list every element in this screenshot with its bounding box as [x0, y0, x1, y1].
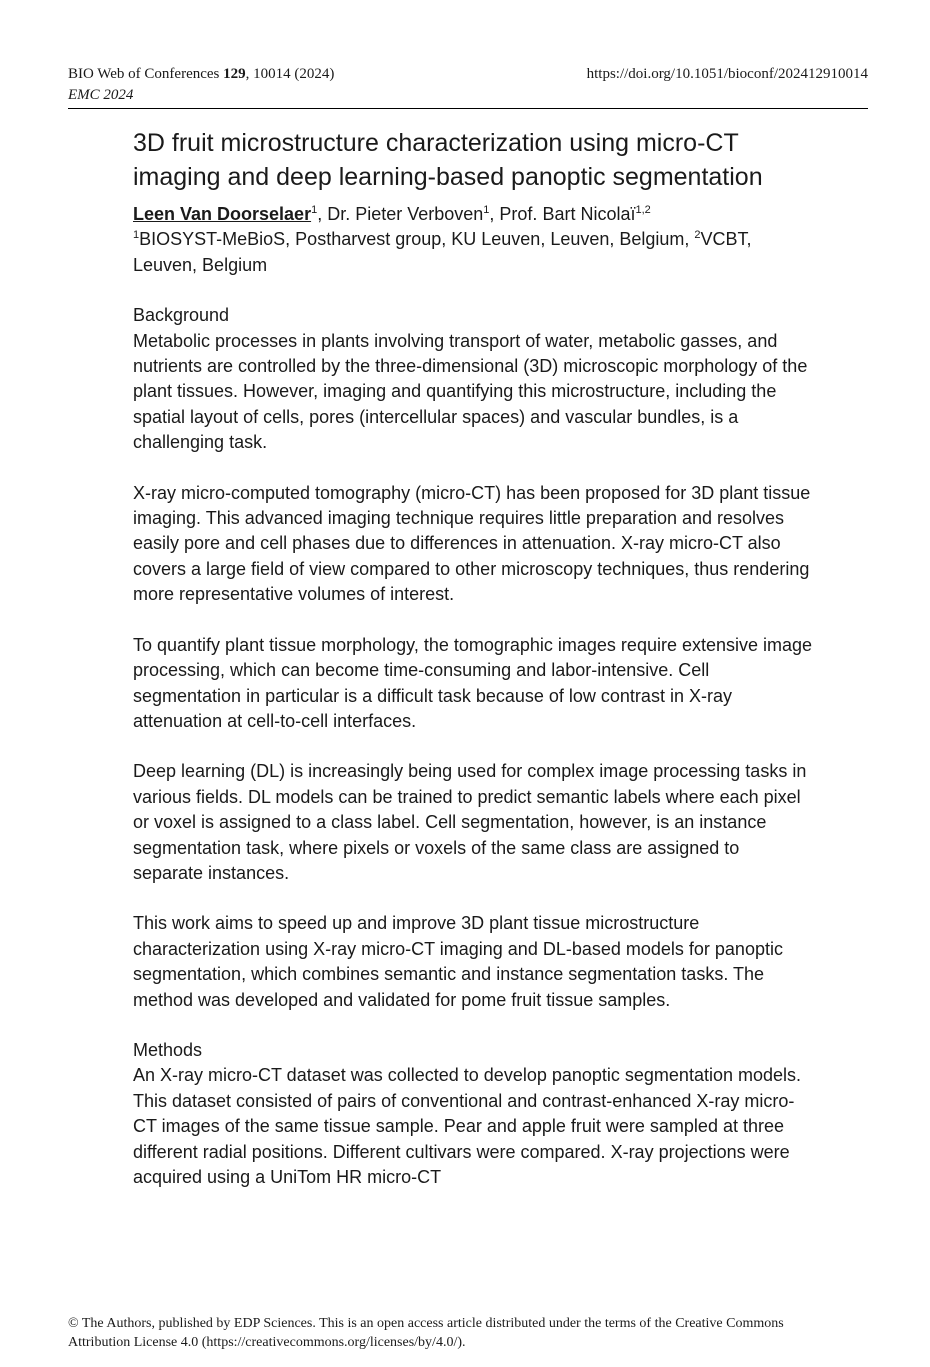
license-line: © The Authors, published by EDP Sciences. This is an open access article distributed under the terms of the Creative Commons — [68, 1316, 784, 1331]
conference-name: EMC 2024 — [68, 87, 134, 103]
methods-paragraph: An X-ray micro-CT dataset was collected to develop panoptic segmentation models. This dataset consisted of pairs of conventional and contrast-enhanced X-ray micro-CT images of the same tissue sample. Pear and apple fruit were sampled at three different radial positions. Different cultivars were compared. X-ray projections were acquired using a UniTom HR micro-CT — [133, 1065, 802, 1187]
author-list: Leen Van Doorselaer$^1$, Dr. Pieter Verboven$^1$, Prof. Bart Nicolaï$^{1,2}$ — [133, 204, 651, 224]
background-paragraph: Deep learning (DL) is increasingly being used for complex image processing tasks in various fields. DL models can be trained to predict semantic labels where each pixel or voxel is assigned to a class label. Cell segmentation, however, is an instance segmentation task, where pixels or voxels of the same class are assigned to separate instances. — [133, 761, 807, 883]
lead-author: Leen Van Doorselaer — [133, 204, 312, 224]
second-author: , Dr. Pieter Verboven — [317, 204, 484, 224]
journal-citation: BIO Web of Conferences 129, 10014 (2024) — [68, 66, 335, 82]
background-paragraph: Metabolic processes in plants involving transport of water, metabolic gasses, and nutrients are controlled by the three-dimensional (3D) microscopic morphology of the plant tissues. However, imaging and quantifying this microstructure, including the spatial layout of cells, pores (intercellular spaces) and vascular bundles, is a challenging task. — [133, 330, 808, 453]
license-line: Attribution License 4.0 (https://creativecommons.org/licenses/by/4.0/). — [68, 1335, 466, 1350]
paper-title: 3D fruit microstructure characterization using micro-CT imaging and deep learning-based panoptic segmentation — [133, 129, 763, 191]
background-paragraph: X-ray micro-computed tomography (micro-CT) has been proposed for 3D plant tissue imaging. This advanced imaging technique requires little preparation and resolves easily pore and cell phases due to differences in attenuation. X-ray micro-CT also covers a large field of view compared to other microscopy techniques, thus rendering more representative volumes of interest. — [133, 482, 811, 605]
license-footer — [68, 1314, 868, 1352]
doi-link[interactable]: https://doi.org/10.1051/bioconf/202412910014 — [586, 66, 868, 82]
journal-volume: 129 — [223, 66, 246, 82]
affiliations: $^1$BIOSYST-MeBioS, Postharvest group, KU Leuven, Leuven, Belgium, $^2$VCBT, Leuven, Belgium — [133, 229, 752, 275]
background-paragraph: To quantify plant tissue morphology, the tomographic images require extensive image processing, which can become time-consuming and labor-intensive. Cell segmentation in particular is a difficult task because of low contrast in X-ray attenuation at cell-to-cell interfaces. — [133, 634, 813, 731]
third-author: , Prof. Bart Nicolaï — [489, 204, 636, 224]
article-body — [133, 126, 813, 1190]
running-header — [68, 64, 868, 106]
background-heading: Background — [133, 305, 230, 326]
background-paragraph: This work aims to speed up and improve 3D plant tissue microstructure characterization using X-ray micro-CT imaging and DL-based models for panoptic segmentation, which combines semantic and instance segmentation tasks. The method was developed and validated for pome fruit tissue samples. — [133, 913, 783, 1010]
header-top-row — [68, 64, 868, 85]
header-divider — [68, 108, 868, 109]
methods-heading: Methods — [133, 1039, 203, 1060]
